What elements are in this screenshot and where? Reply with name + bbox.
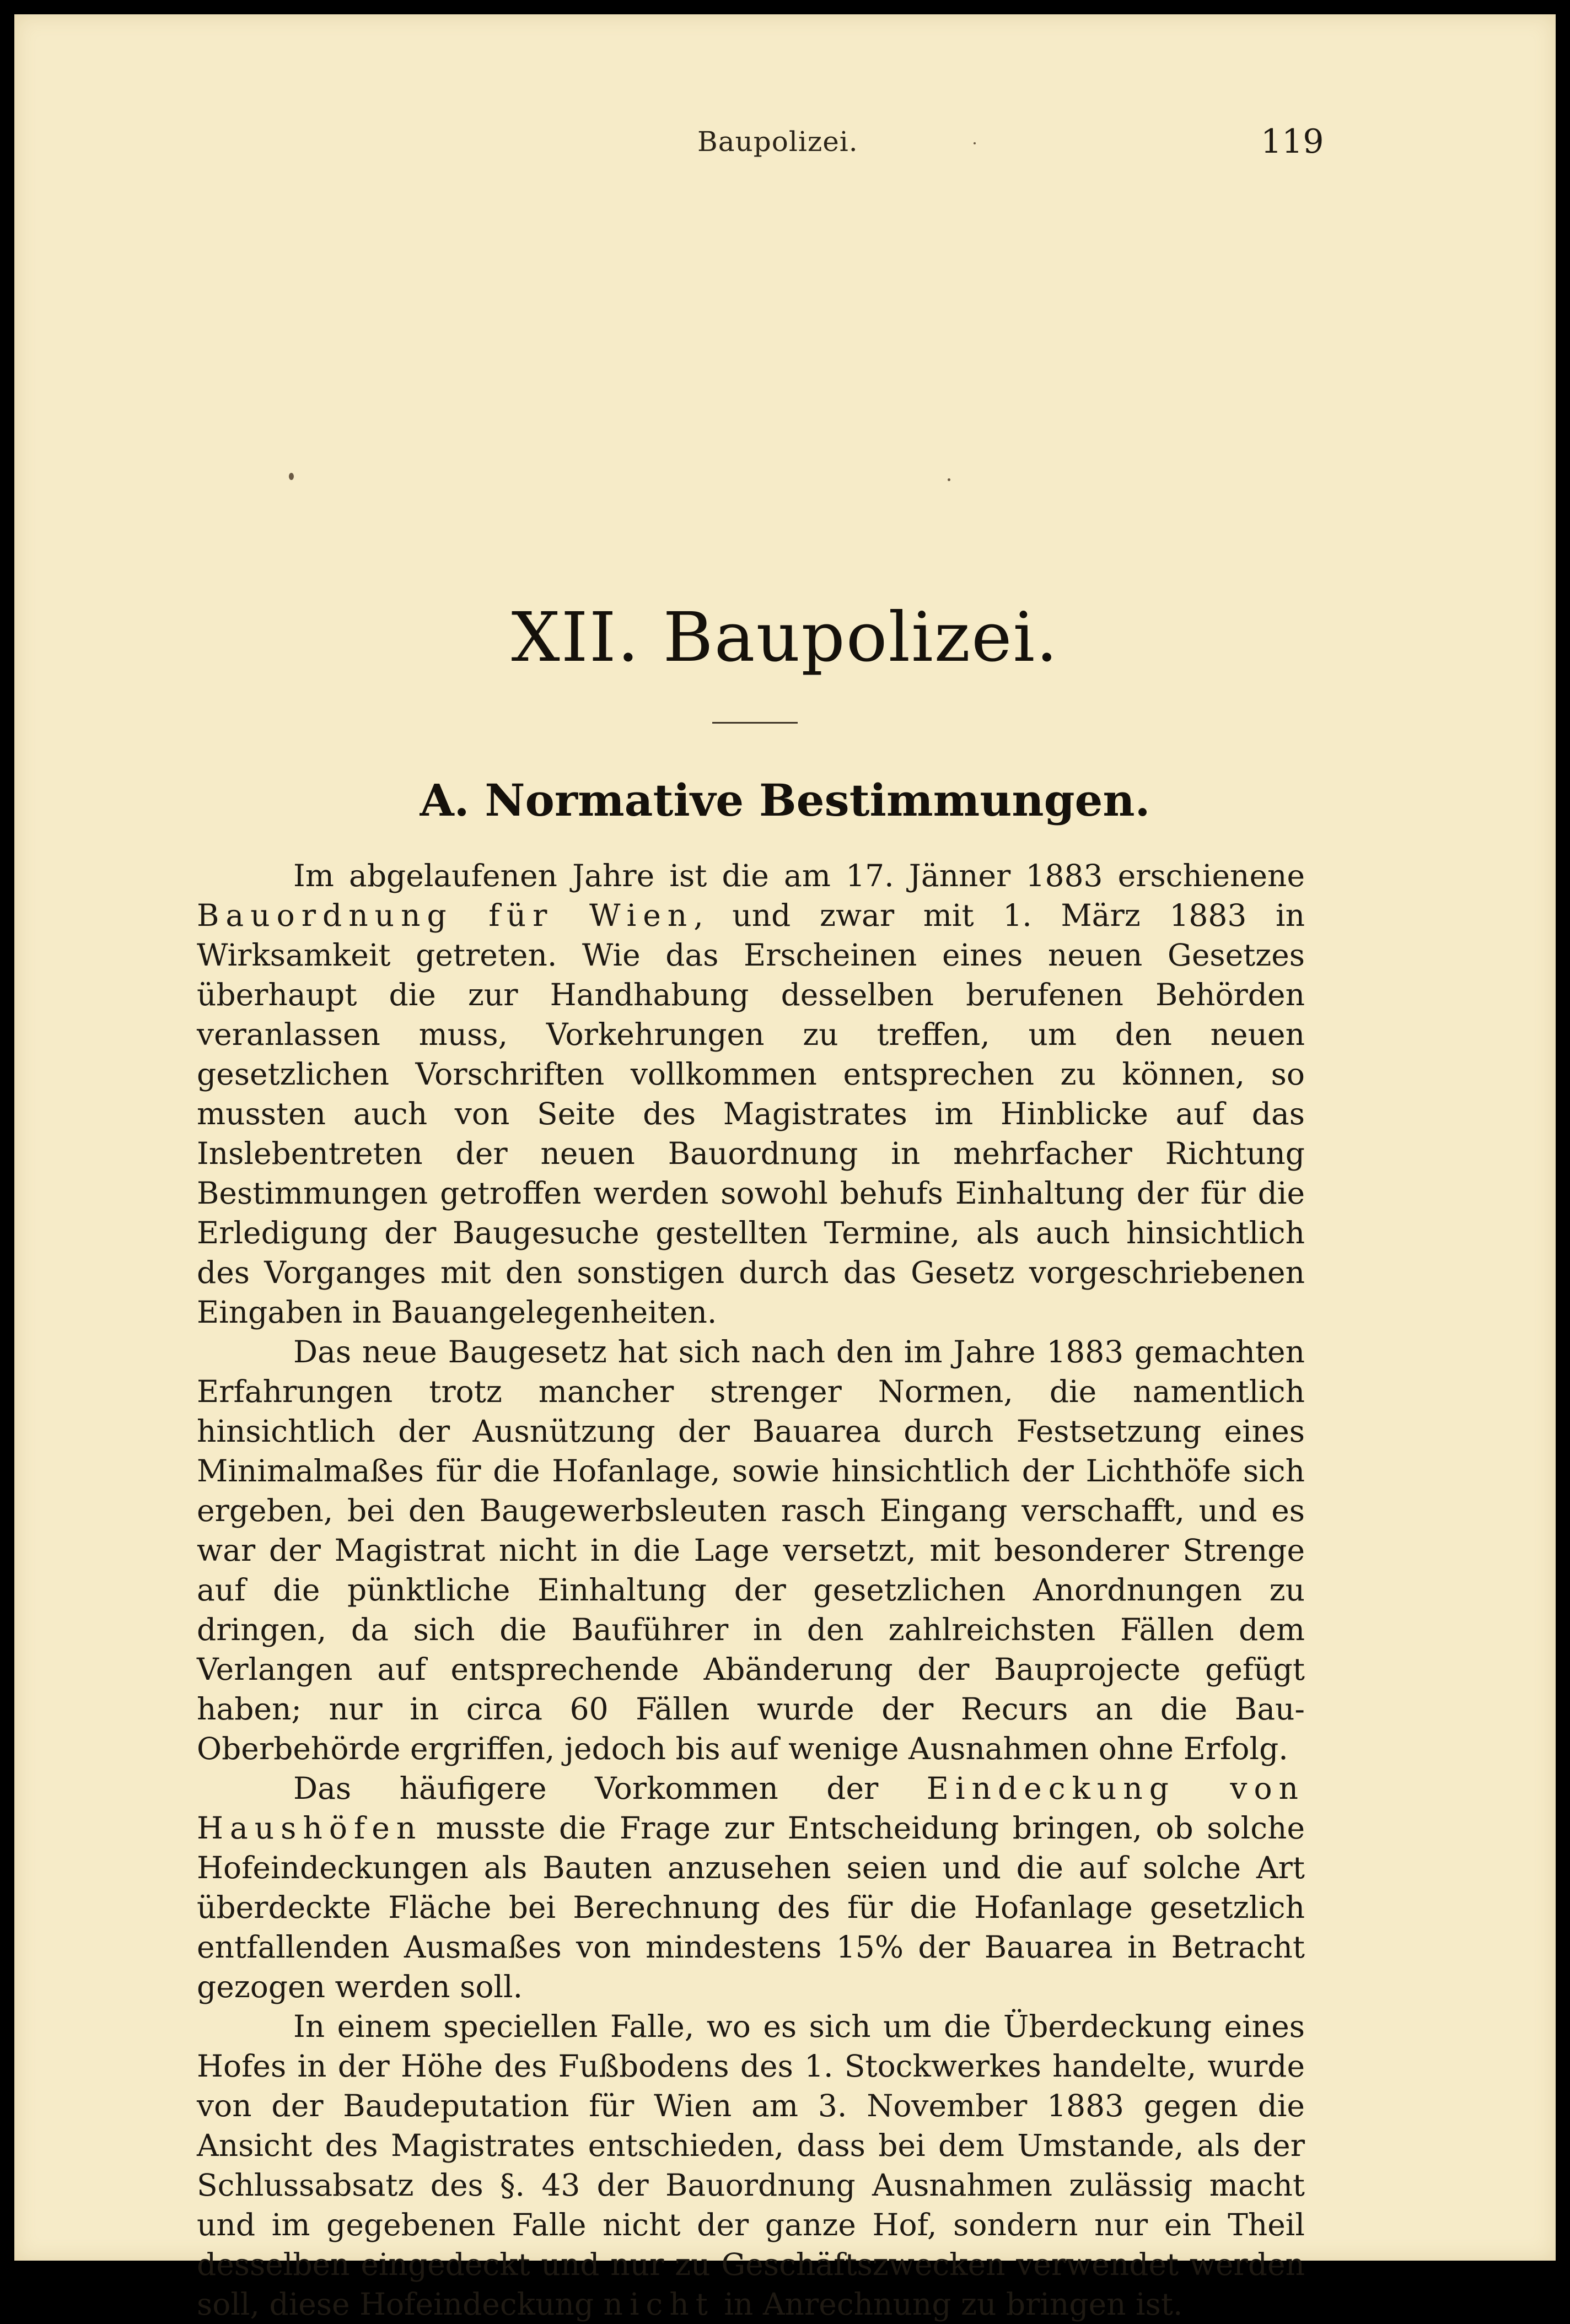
paragraph-text: Im abgelaufenen Jahre ist die am 17. Jänner 1883 erschienene [293, 858, 1305, 893]
paragraph [197, 2007, 1305, 2324]
paragraph [197, 856, 1305, 1332]
running-head: Baupolizei. [697, 126, 858, 158]
paragraph-text: Das häufigere Vorkommen der [293, 1771, 927, 1806]
paper-speck [948, 478, 950, 481]
paragraph-text: In einem speciellen Falle, wo es sich um die Überdeckung eines Hofes in der Höhe des Fußbodens des 1. Stockwerkes handelte, wurde von der Baudeputation für Wien am 3. November 1883 gegen die Ansicht des Magistrates entschieden, dass bei dem Umstande, als der Schlussabsatz des §. 43 der Bauordnung Ausnahmen zulässig macht und im gegebenen Falle nicht der ganze Hof, sondern nur ein Theil desselben eingedeckt und nur zu Geschäftszwecken verwendet werden soll, diese Hofeindeckung [197, 2009, 1305, 2322]
divider-rule [712, 722, 798, 724]
spaced-emphasis: Bauordnung für Wien [197, 898, 694, 933]
section-title: A. Normative Bestimmungen. [420, 774, 1150, 826]
chapter-title: XII. Baupolizei. [511, 598, 1059, 677]
paragraph-text: , und zwar mit 1. März 1883 in Wirksamkeit getreten. Wie das Erscheinen eines neuen Gesetzes überhaupt die zur Handhabung desselben berufenen Behörden veranlassen muss, Vorkehrungen zu treffen, um den neuen gesetzlichen Vorschriften vollkommen entsprechen zu können, so mussten auch von Seite des Magistrates im Hinblicke auf das Inslebentreten der neuen Bauordnung in mehrfacher Richtung Bestimmungen getroffen werden sowohl behufs Einhaltung der für die Erledigung der Baugesuche gestellten Termine, als auch hinsichtlich des Vorganges mit den sonstigen durch das Gesetz vorgeschriebenen Eingaben in Bauangelegenheiten. [197, 898, 1305, 1330]
paragraph-text: musste die Frage zur Entscheidung bringen, ob solche Hofeindeckungen als Bauten anzusehen seien und die auf solche Art überdeckte Fläche bei Berechnung des für die Hofanlage gesetzlich entfallenden Ausmaßes von mindestens 15% der Bauarea in Betracht gezogen werden soll. [197, 1810, 1305, 2004]
body-text [197, 856, 1305, 2324]
paragraph-text: in Anrechnung zu bringen ist. [714, 2287, 1183, 2322]
spaced-emphasis: Eindeckung von Haushöfen [197, 1771, 1305, 1846]
paragraph [197, 1768, 1305, 2007]
paper-speck [289, 473, 294, 480]
spaced-emphasis: nicht [603, 2287, 714, 2322]
paper-speck [974, 142, 976, 144]
paragraph: Das neue Baugesetz hat sich nach den im Jahre 1883 gemachten Erfahrungen trotz mancher strenger Normen, die namentlich hinsichtlich der Ausnützung der Bauarea durch Festsetzung eines Minimalmaßes für die Hofanlage, sowie hinsichtlich der Lichthöfe sich ergeben, bei den Baugewerbsleuten rasch Eingang verschafft, und es war der Magistrat nicht in die Lage versetzt, mit besonderer Strenge auf die pünktliche Einhaltung der gesetzlichen Anordnungen zu dringen, da sich die Bauführer in den zahlreichsten Fällen dem Verlangen auf entsprechende Abänderung der Bauprojecte gefügt haben; nur in circa 60 Fällen wurde der Recurs an die Bau-Oberbehörde ergriffen, jedoch bis auf wenige Ausnahmen ohne Erfolg. [197, 1334, 1305, 1766]
page-number: 119 [1261, 122, 1324, 161]
